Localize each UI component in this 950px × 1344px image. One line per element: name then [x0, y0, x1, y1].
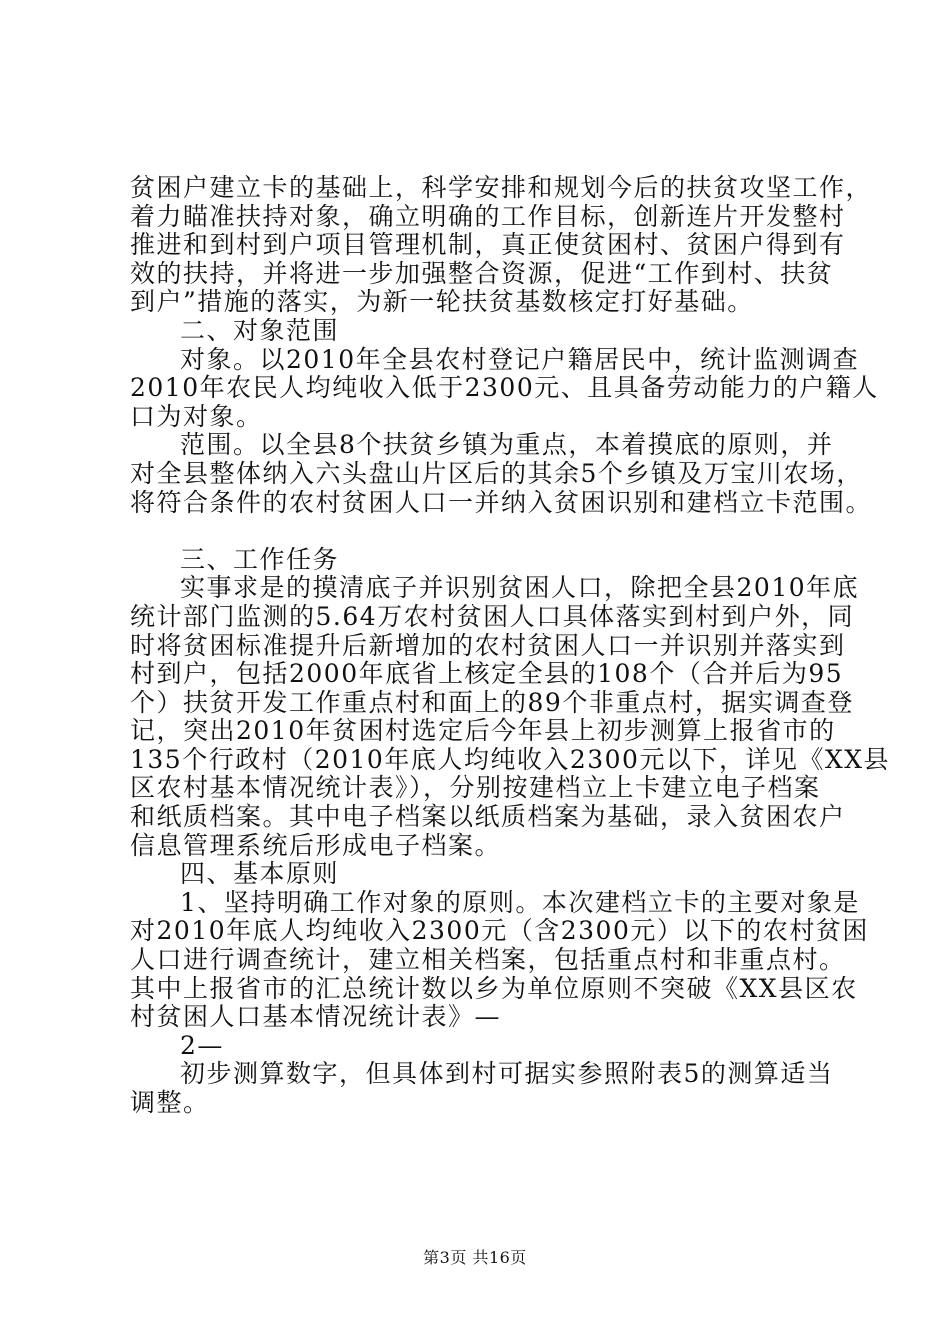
text-line: 对2010年底人均纯收入2300元（含2300元）以下的农村贫困 [130, 916, 869, 946]
text-line: 效的扶持，并将进一步加强整合资源，促进“工作到村、扶贫 [130, 258, 834, 288]
text-line [130, 517, 840, 546]
text-line: 和纸质档案。其中电子档案以纸质档案为基础，录入贫困农户 [130, 802, 846, 832]
text-line: 三、工作任务 [180, 544, 340, 574]
text-line: 着力瞄准扶持对象，确立明确的工作目标，创新连片开发整村 [130, 201, 846, 231]
text-line: 统计部门监测的5.64万农村贫困人口具体落实到村到户外，同 [130, 601, 855, 631]
text-line: 调整。 [130, 1088, 210, 1117]
text-line: 村到户，包括2000年底省上核定全县的108个（合并后为95 [130, 659, 844, 689]
text-line: 其中上报省市的汇总统计数以乡为单位原则不突破《XX县区农 [130, 973, 858, 1003]
text-line: 二、对象范围 [180, 315, 340, 345]
text-line: 2010年农民人均纯收入低于2300元、且具备劳动能力的户籍人 [130, 373, 879, 403]
text-line: 村贫困人口基本情况统计表》— [130, 1002, 502, 1032]
text-line: 人口进行调查统计，建立相关档案，包括重点村和非重点村。 [130, 945, 846, 975]
text-line: 推进和到村到户项目管理机制，真正使贫困村、贫困户得到有 [130, 230, 846, 260]
text-line: 对全县整体纳入六头盘山片区后的其余5个乡镇及万宝川农场， [130, 458, 863, 488]
text-line: 时将贫困标准提升后新增加的农村贫困人口一并识别并落实到 [130, 630, 846, 660]
text-line: 区农村基本情况统计表》），分别按建档立上卡建立电子档案 [130, 773, 821, 803]
text-line: 贫困户建立卡的基础上，科学安排和规划今后的扶贫攻坚工作， [130, 173, 873, 202]
text-line: 信息管理系统后形成电子档案。 [130, 830, 502, 860]
text-line: 到户”措施的落实，为新一轮扶贫基数核定打好基础。 [130, 287, 754, 317]
text-line: 实事求是的摸清底子并识别贫困人口，除把全县2010年底 [180, 573, 860, 603]
text-line: 135个行政村（2010年底人均纯收入2300元以下，详见《XX县 [130, 744, 891, 774]
text-line: 1、坚持明确工作对象的原则。本次建档立卡的主要对象是 [180, 887, 860, 917]
text-line: 个）扶贫开发工作重点村和面上的89个非重点村，据实调查登 [130, 687, 854, 717]
text-line: 口为对象。 [130, 401, 263, 431]
page-footer: 第3页 共16页 [423, 1248, 527, 1267]
text-line: 初步测算数字，但具体到村可据实参照附表5的测算适当 [180, 1059, 834, 1089]
text-line: 2— [180, 1030, 224, 1060]
text-line: 将符合条件的农村贫困人口一并纳入贫困识别和建档立卡范围。 [130, 487, 873, 517]
text-line: 范围。以全县8个扶贫乡镇为重点，本着摸底的原则，并 [180, 430, 834, 460]
text-line: 对象。以2010年全县农村登记户籍居民中，统计监测调查 [180, 344, 860, 374]
text-line: 四、基本原则 [180, 859, 340, 889]
document-body [130, 173, 891, 1118]
text-line: 记，突出2010年贫困村选定后今年县上初步测算上报省市的 [130, 716, 836, 746]
